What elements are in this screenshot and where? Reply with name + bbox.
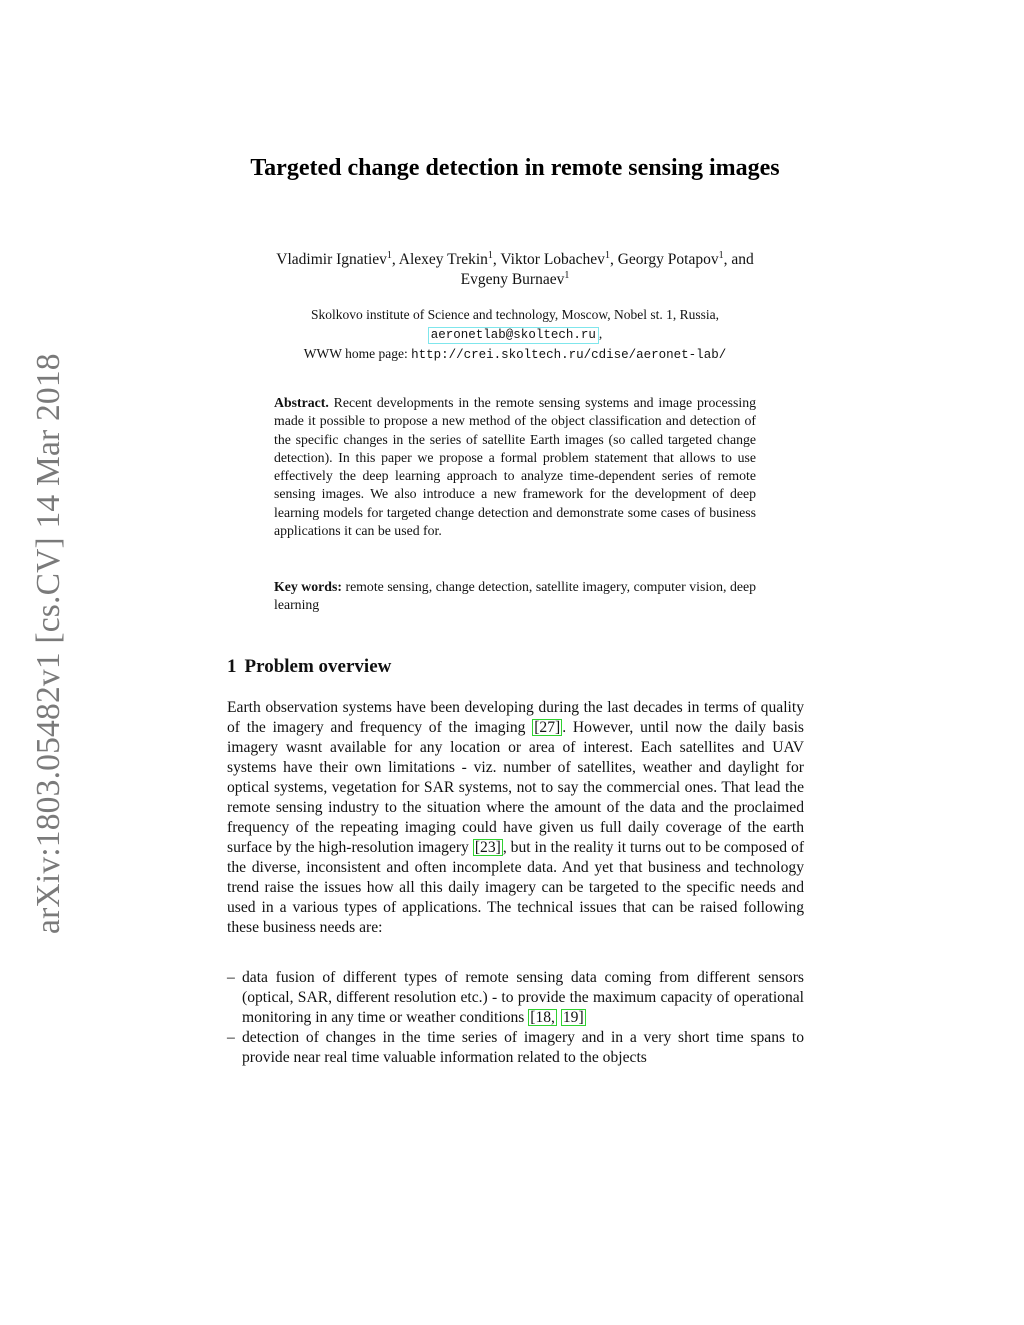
list-item (227, 1028, 804, 1068)
author-separator: , (609, 251, 618, 268)
author-affiliation-mark: 1 (386, 249, 392, 261)
email-link[interactable]: aeronetlab@skoltech.ru (428, 327, 599, 344)
author-name: Evgeny Burnaev (460, 271, 565, 288)
author-separator: , (492, 251, 501, 268)
homepage-label: WWW home page: (303, 346, 408, 361)
paragraph-text: . However, until now the daily basis imagery wasnt available for any location or area of interest. Each satellites and UAV systems have their own limitations - viz. number of satellites, weather and daylight for optical systems, vegetation for SAR systems, not to say the commercial ones. That lead the remote sensing industry to the situation where the amount of the data and the proclaimed frequency of the repeating imaging could have given us full daily coverage of the earth surface by the high-resolution imagery (227, 719, 804, 856)
citation-link[interactable]: [23] (474, 839, 501, 856)
paragraph-text: , but in the reality it turns out to be composed of the diverse, inconsistent and often incomplete data. And yet that business and technology trend raise the issues how all this daily imagery can be targeted to the specific needs and used in a various types of applications. The technical issues that can be raised following these business needs are: (227, 839, 805, 936)
author-affiliation-mark: 1 (487, 249, 493, 261)
abstract (274, 394, 756, 540)
citation-link[interactable]: [27] (534, 719, 561, 736)
list-item (227, 968, 804, 1028)
author-list (200, 250, 830, 290)
affiliation-block (200, 305, 830, 365)
section-paragraph (227, 698, 804, 938)
author-name: Georgy Potapov (617, 251, 719, 268)
abstract-label: Abstract. (274, 395, 329, 410)
citation-link[interactable]: [18, (530, 1009, 555, 1026)
section-number: 1 (227, 656, 237, 677)
author-separator: , (391, 251, 399, 268)
institute-line: Skolkovo institute of Science and technology, Moscow, Nobel st. 1, Russia, (310, 307, 720, 322)
paper-title: Targeted change detection in remote sensing images (250, 155, 780, 181)
list-dash: – (227, 969, 235, 986)
list-item-text: data fusion of different types of remote sensing data coming from different sensors (optical, SAR, different resolution etc.) - to provide the maximum capacity of operational monitoring in any time or weather conditions (242, 969, 804, 1026)
homepage-url[interactable]: http://crei.skoltech.ru/cdise/aeronet-lab/ (411, 348, 727, 362)
author-name: Viktor Lobachev (500, 251, 605, 268)
section-title: Problem overview (244, 656, 392, 677)
list-item-text: detection of changes in the time series of imagery and in a very short time spans to provide near real time valuable information related to the objects (242, 1029, 804, 1066)
section-heading (227, 655, 391, 679)
author-name: Vladimir Ignatiev (276, 251, 387, 268)
keywords (274, 578, 756, 615)
author-name: Alexey Trekin (398, 251, 488, 268)
abstract-text: Recent developments in the remote sensing systems and image processing made it possible to propose a new method of the object classification and detection of the specific changes in the series of satellite Earth images (so called targeted change detection). In this paper we propose a formal problem statement that allows to use effectively the deep learning approach to analyze time-dependent series of remote sensing images. We also introduce a new framework for the development of deep learning models for targeted change detection and demonstrate some cases of business applications it can be used for. (274, 395, 756, 539)
keywords-text: remote sensing, change detection, satellite imagery, computer vision, deep learning (274, 579, 757, 613)
author-affiliation-mark: 1 (564, 269, 570, 281)
author-affiliation-mark: 1 (718, 249, 724, 261)
email-suffix: , (598, 326, 603, 341)
arxiv-identifier-stamp: arXiv:1803.05482v1 [cs.CV] 14 Mar 2018 (30, 353, 67, 934)
keywords-label: Key words: (274, 579, 342, 594)
paragraph-text: Earth observation systems have been developing during the last decades in terms of quality of the imagery and frequency of the imaging (227, 699, 804, 736)
technical-issues-list (227, 968, 804, 1068)
author-separator: , and (723, 251, 754, 268)
list-dash: – (227, 1029, 235, 1046)
author-affiliation-mark: 1 (604, 249, 610, 261)
citation-link[interactable]: 19] (562, 1009, 584, 1026)
